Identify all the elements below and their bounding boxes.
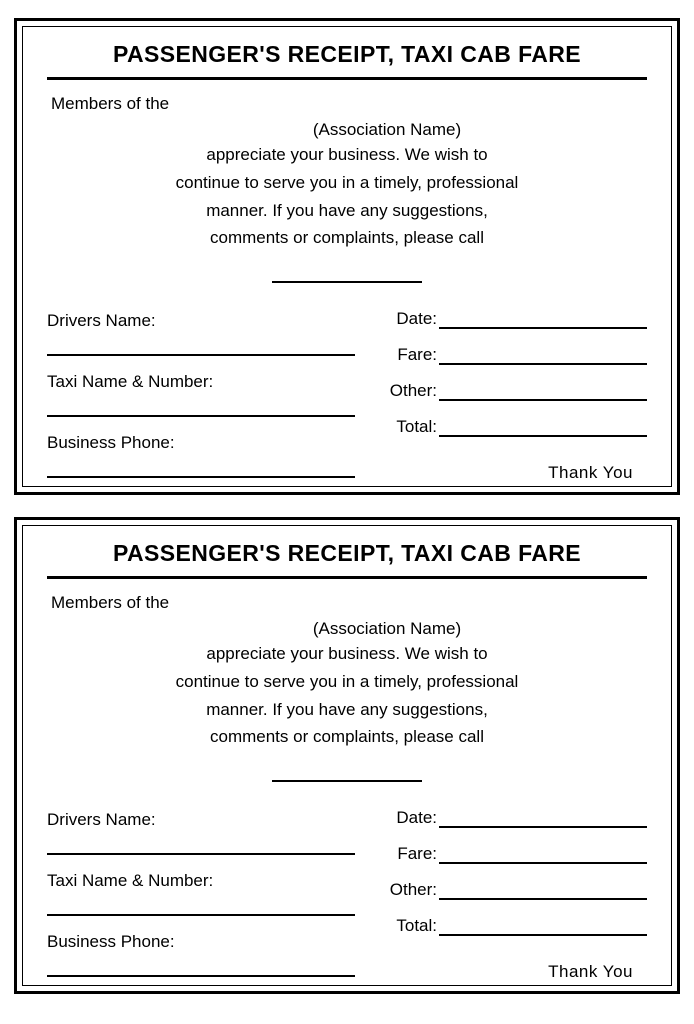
body-line-1-2: continue to serve you in a timely, professional <box>175 172 519 192</box>
drivers-name-label-2: Drivers Name: <box>47 810 156 830</box>
receipt-card-2 <box>14 517 680 994</box>
fare-label-2: Fare: <box>397 844 437 864</box>
receipt-fields-1 <box>47 309 647 494</box>
receipt-right-fields-1 <box>365 309 647 494</box>
total-input-1[interactable] <box>439 422 647 437</box>
receipt-border-inner-1 <box>22 26 672 487</box>
other-input-2[interactable] <box>439 885 647 900</box>
body-line-2-1: appreciate your business. We wish to <box>206 644 488 663</box>
date-input-2[interactable] <box>439 813 647 828</box>
receipt-left-fields-1 <box>47 309 365 494</box>
taxi-name-number-label-1: Taxi Name & Number: <box>47 372 214 392</box>
receipt-fields-2 <box>47 808 647 993</box>
other-label-1: Other: <box>389 381 437 401</box>
date-input-1[interactable] <box>439 314 647 329</box>
total-label-1: Total: <box>396 417 437 437</box>
drivers-name-label-1: Drivers Name: <box>47 311 156 331</box>
body-line-2-3: manner. If you have any suggestions, <box>206 699 488 719</box>
body-line-2-2: continue to serve you in a timely, professional <box>175 671 519 691</box>
taxi-name-number-input-1[interactable] <box>47 414 355 417</box>
other-field-row-2 <box>371 880 647 900</box>
body-line-2-4: comments or complaints, please call <box>209 727 484 747</box>
other-field-row-1 <box>371 381 647 401</box>
receipt-right-fields-2 <box>365 808 647 993</box>
business-phone-label-1: Business Phone: <box>47 433 175 453</box>
other-input-1[interactable] <box>439 386 647 401</box>
phone-number-blank-line-1[interactable] <box>272 281 422 283</box>
fare-field-row-2 <box>371 844 647 864</box>
body-line-1-1: appreciate your business. We wish to <box>206 145 488 164</box>
thank-you-text-2: Thank You <box>548 962 633 982</box>
receipt-left-fields-2 <box>47 808 365 993</box>
members-of-the-label-2: Members of the <box>51 593 170 612</box>
total-input-2[interactable] <box>439 921 647 936</box>
drivers-name-input-1[interactable] <box>47 353 355 356</box>
business-phone-input-2[interactable] <box>47 974 355 977</box>
other-label-2: Other: <box>389 880 437 900</box>
date-label-2: Date: <box>396 808 437 828</box>
fare-field-row-1 <box>371 345 647 365</box>
fare-input-1[interactable] <box>439 350 647 365</box>
association-name-placeholder-1: (Association Name) <box>312 120 462 139</box>
total-field-row-1 <box>371 417 647 437</box>
receipt-border-inner-2 <box>22 525 672 986</box>
body-line-1-4: comments or complaints, please call <box>209 228 484 248</box>
taxi-name-number-input-2[interactable] <box>47 913 355 916</box>
taxi-name-number-label-2: Taxi Name & Number: <box>47 871 214 891</box>
fare-label-1: Fare: <box>397 345 437 365</box>
receipt-title-2: PASSENGER'S RECEIPT, TAXI CAB FARE <box>47 540 647 579</box>
phone-number-blank-line-2[interactable] <box>272 780 422 782</box>
drivers-name-input-2[interactable] <box>47 852 355 855</box>
total-field-row-2 <box>371 916 647 936</box>
date-field-row-1 <box>371 309 647 329</box>
business-phone-label-2: Business Phone: <box>47 932 175 952</box>
total-label-2: Total: <box>396 916 437 936</box>
members-of-the-label-1: Members of the <box>51 94 170 113</box>
business-phone-input-1[interactable] <box>47 475 355 478</box>
thank-you-text-1: Thank You <box>548 463 633 483</box>
fare-input-2[interactable] <box>439 849 647 864</box>
date-label-1: Date: <box>396 309 437 329</box>
date-field-row-2 <box>371 808 647 828</box>
receipt-card-1 <box>14 18 680 495</box>
body-line-1-3: manner. If you have any suggestions, <box>206 200 488 220</box>
association-name-placeholder-2: (Association Name) <box>312 619 462 638</box>
receipt-title-1: PASSENGER'S RECEIPT, TAXI CAB FARE <box>47 41 647 80</box>
